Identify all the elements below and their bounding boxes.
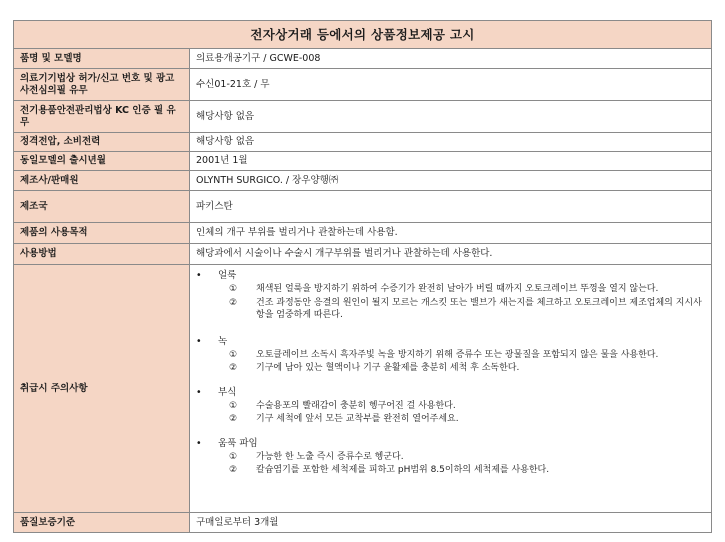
row-value: OLYNTH SURGICO. / 장우양행㈜ xyxy=(190,171,712,191)
list-item xyxy=(196,464,705,477)
row-label: 전기용품안전관리법상 KC 인증 필 유무 xyxy=(14,101,190,133)
row-label: 품명 및 모델명 xyxy=(14,49,190,69)
bullet: • xyxy=(196,386,202,398)
row-label: 정격전압, 소비전력 xyxy=(14,133,190,152)
care-label: 취급시 주의사항 xyxy=(14,265,190,513)
item-number: ② xyxy=(229,465,238,475)
care-section-rust xyxy=(196,335,705,375)
table-row xyxy=(14,223,712,244)
item-number: ② xyxy=(229,297,238,308)
row-label: 제조국 xyxy=(14,191,190,223)
table-row xyxy=(14,244,712,265)
row-value: 2001년 1월 xyxy=(190,152,712,171)
item-number: ① xyxy=(229,451,238,462)
row-label: 제조사/판매원 xyxy=(14,171,190,191)
list-item xyxy=(196,297,705,322)
row-label: 제품의 사용목적 xyxy=(14,223,190,244)
care-section-pitting xyxy=(196,437,705,477)
item-number: ① xyxy=(229,400,238,411)
item-number: ② xyxy=(229,363,238,373)
item-text: 가능한 한 노출 즉시 증류수로 헹군다. xyxy=(256,451,404,462)
item-text: 기구 세척에 앞서 모든 교착부를 완전히 열어주세요. xyxy=(256,414,459,424)
list-item xyxy=(196,400,705,413)
row-value: 해당사항 없음 xyxy=(190,101,712,133)
item-number: ① xyxy=(229,284,238,294)
product-info-notice xyxy=(13,20,711,533)
item-text: 기구에 남아 있는 혈액이나 기구 윤활제를 충분히 세척 후 소독한다. xyxy=(256,363,520,373)
table-row xyxy=(14,152,712,171)
care-section-corrosion xyxy=(196,386,705,426)
list-item xyxy=(196,349,705,362)
row-value: 의료용개공기구 / GCWE-008 xyxy=(190,49,712,69)
bullet: • xyxy=(196,437,202,449)
page-title: 전자상거래 등에서의 상품정보제공 고시 xyxy=(14,21,712,49)
bullet: • xyxy=(196,270,202,281)
item-number: ① xyxy=(229,349,238,360)
table-row xyxy=(14,171,712,191)
care-row xyxy=(14,265,712,513)
item-text: 오토클레이브 소독시 흑자주빛 녹을 방지하기 위해 증류수 또는 광물질을 포함되지 않은 물을 사용한다. xyxy=(256,349,659,360)
item-number: ② xyxy=(229,414,238,424)
row-value: 수신01-21호 / 무 xyxy=(190,69,712,101)
list-item xyxy=(196,283,705,296)
care-instructions xyxy=(190,265,712,513)
item-text: 건조 과정동안 응결의 원인이 될지 모르는 개스킷 또는 밸브가 새는지를 체크하고 오토크레이브 제조업체의 지시사항을 엄중하게 따른다. xyxy=(256,297,702,320)
row-value: 파키스탄 xyxy=(190,191,712,223)
table-row xyxy=(14,513,712,533)
item-text: 칼슘염기를 포함한 세척제를 피하고 pH범위 8.5이하의 세척제를 사용한다. xyxy=(256,465,550,475)
section-heading: 얼룩 xyxy=(218,270,237,281)
table-row xyxy=(14,101,712,133)
list-item xyxy=(196,362,705,375)
list-item xyxy=(196,413,705,426)
warranty-label: 품질보증기준 xyxy=(14,513,190,533)
warranty-value: 구매일로부터 3개월 xyxy=(190,513,712,533)
table-row xyxy=(14,69,712,101)
table-row xyxy=(14,191,712,223)
item-text: 수술용포의 빨래감이 충분히 헹구어진 걸 사용한다. xyxy=(256,400,456,411)
bullet: • xyxy=(196,335,202,347)
row-label: 의료기기법상 허가/신고 번호 및 광고사전심의필 유무 xyxy=(14,69,190,101)
table-row xyxy=(14,49,712,69)
section-heading: 녹 xyxy=(218,335,228,347)
row-value: 해당사항 없음 xyxy=(190,133,712,152)
table-row xyxy=(14,133,712,152)
care-section-stain xyxy=(196,269,705,322)
section-heading: 부식 xyxy=(218,386,237,398)
row-label: 동일모델의 출시년월 xyxy=(14,152,190,171)
row-value: 인체의 개구 부위를 벌리거나 관찰하는데 사용함. xyxy=(190,223,712,244)
product-info-table xyxy=(13,20,712,533)
section-heading: 움푹 파임 xyxy=(218,437,258,449)
item-text: 채색된 얼룩을 방지하기 위하여 수증기가 완전히 날아가 버릴 때까지 오토크레이브 뚜껑을 열지 않는다. xyxy=(256,284,659,294)
row-value: 해당과에서 시술이나 수술시 개구부위를 벌리거나 관찰하는데 사용한다. xyxy=(190,244,712,265)
row-label: 사용방법 xyxy=(14,244,190,265)
list-item xyxy=(196,451,705,464)
title-row xyxy=(14,21,712,49)
